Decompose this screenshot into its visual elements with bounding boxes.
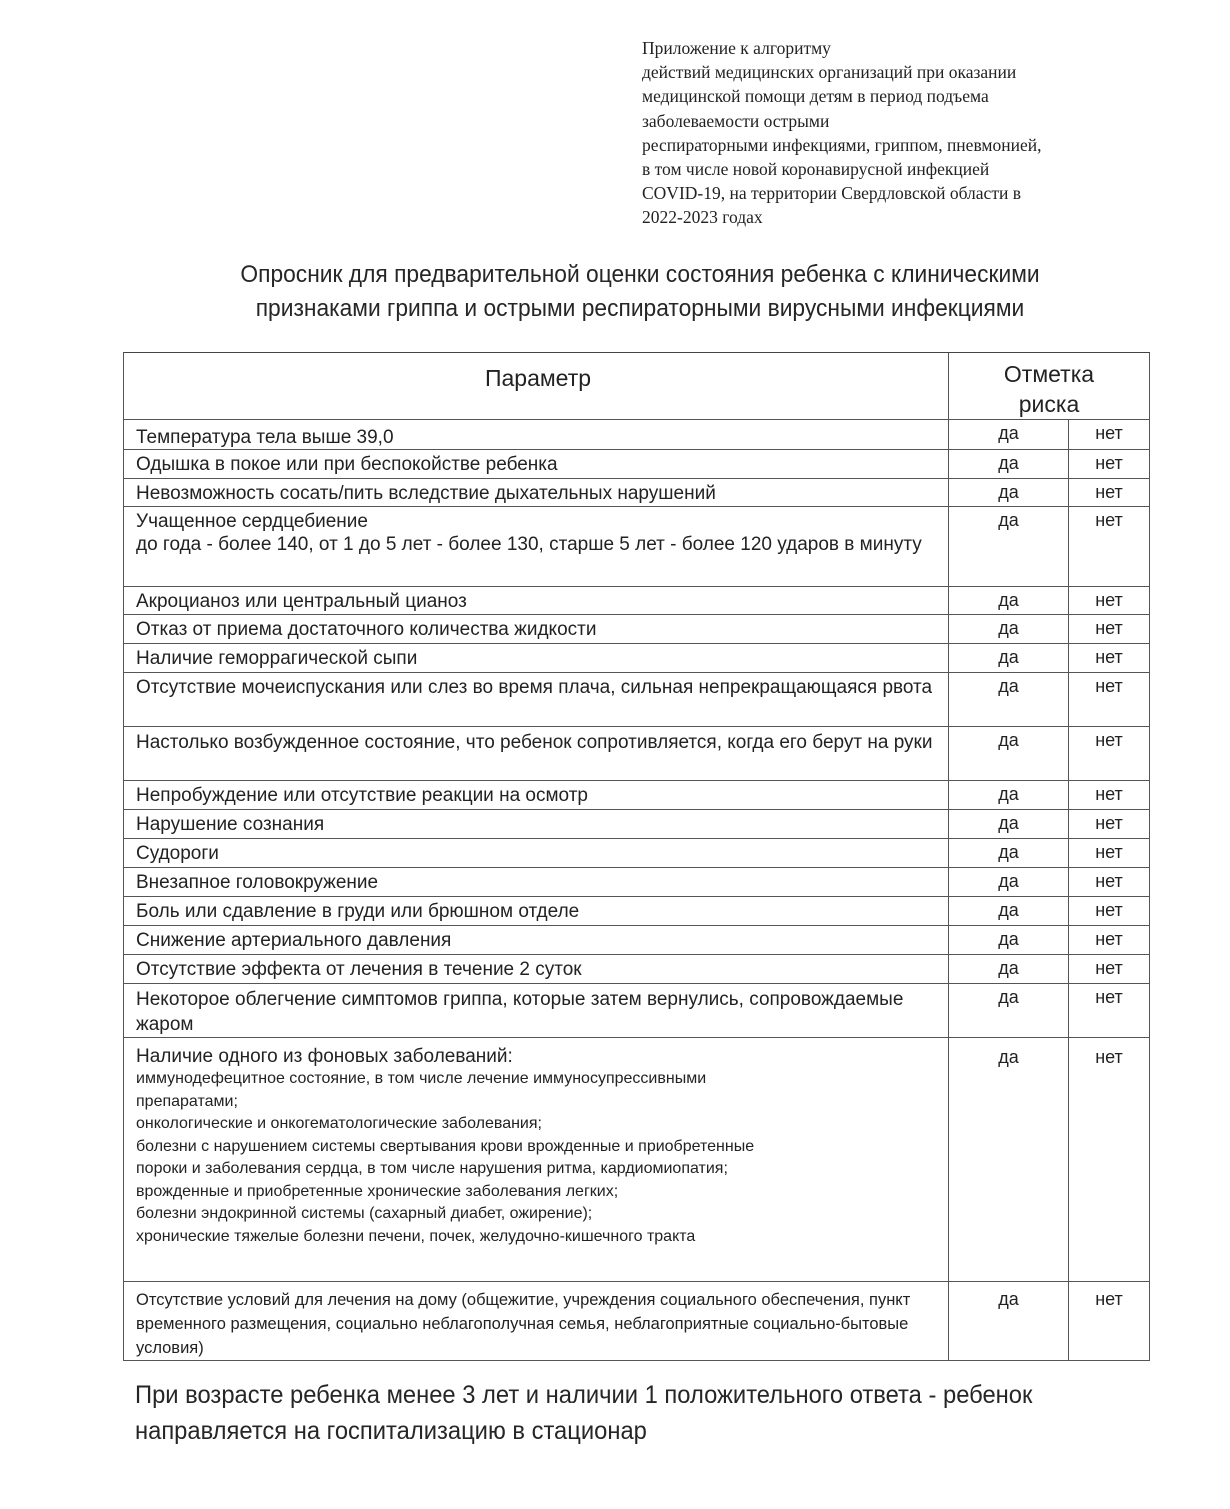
row-parameter: Наличие геморрагической сыпи	[124, 644, 949, 672]
table-row	[124, 643, 1149, 672]
comorbidity-list	[136, 1068, 940, 1248]
answer-yes[interactable]: да	[949, 984, 1069, 1037]
appendix-line: действий медицинских организаций при оказании	[642, 62, 1017, 83]
answer-no[interactable]: нет	[1095, 784, 1123, 804]
appendix-line: респираторными инфекциями, гриппом, пневмонией,	[642, 134, 1042, 155]
table-row	[124, 838, 1149, 867]
answer-yes[interactable]: да	[949, 810, 1069, 838]
table-row	[124, 780, 1149, 809]
answer-no[interactable]: нет	[1095, 871, 1123, 891]
title-line-2: признаками гриппа и острыми респираторными вирусными инфекциями	[255, 295, 1025, 322]
appendix-line: 2022-2023 годах	[642, 207, 763, 228]
row-parameter: Внезапное головокружение	[124, 868, 949, 896]
answer-yes[interactable]: да	[949, 1282, 1069, 1360]
appendix-line: Приложение к алгоритму	[642, 38, 831, 58]
answer-yes[interactable]: да	[949, 644, 1069, 672]
comorbidity-item: болезни с нарушением системы свертывания крови врожденные и приобретенные	[136, 1137, 755, 1155]
comorbidity-item: онкологические и онкогематологические заболевания;	[136, 1115, 542, 1132]
row-parameter	[124, 507, 949, 586]
answer-no[interactable]: нет	[1095, 987, 1123, 1007]
title-line-1: Опросник для предварительной оценки состояния ребенка с клиническими	[240, 261, 1040, 288]
answer-no[interactable]: нет	[1095, 900, 1123, 920]
row-parameter: Судороги	[124, 839, 949, 867]
table-row	[124, 478, 1149, 506]
table-row	[124, 867, 1149, 896]
table-row	[124, 449, 1149, 478]
comorbidity-item: пороки и заболевания сердца, в том числе нарушения ритма, кардиомиопатия;	[136, 1160, 728, 1177]
comorbidity-item: препаратами;	[136, 1092, 238, 1110]
answer-no[interactable]: нет	[1095, 813, 1123, 833]
table-row	[124, 1281, 1149, 1360]
table-row	[124, 506, 1149, 586]
answer-no[interactable]: нет	[1095, 510, 1123, 530]
answer-yes[interactable]: да	[949, 587, 1069, 614]
answer-yes[interactable]: да	[949, 507, 1069, 586]
row-parameter-title: Наличие одного из фоновых заболеваний:	[136, 1046, 513, 1067]
hospitalization-note: При возрасте ребенка менее 3 лет и наличии 1 положительного ответа - ребенок направляется на госпитализацию в стационар	[135, 1381, 1033, 1445]
answer-no[interactable]: нет	[1095, 590, 1123, 610]
row-parameter: Непробуждение или отсутствие реакции на осмотр	[124, 781, 949, 809]
table-row	[124, 1037, 1149, 1281]
answer-yes[interactable]: да	[949, 420, 1069, 449]
table-row	[124, 726, 1149, 780]
row-parameter: Отказ от приема достаточного количества жидкости	[124, 615, 949, 643]
table-row	[124, 809, 1149, 838]
appendix-line: COVID-19, на территории Свердловской области в	[642, 183, 1021, 204]
header-risk-line-2: риска	[1018, 391, 1080, 417]
header-parameter: Параметр	[124, 353, 949, 419]
row-parameter: Настолько возбужденное состояние, что ребенок сопротивляется, когда его берут на руки	[124, 727, 949, 780]
page-title	[156, 258, 1123, 326]
row-parameter: Температура тела выше 39,0	[124, 420, 949, 449]
answer-yes[interactable]: да	[949, 727, 1069, 780]
row-parameter: Отсутствие условий для лечения на дому (общежитие, учреждения социального обеспечения, пункт временного размещения, социально неблагополучная семья, неблагоприятные социально-бытовые условия)	[124, 1282, 949, 1360]
row-parameter: Снижение артериального давления	[124, 926, 949, 954]
table-row	[124, 419, 1149, 449]
answer-no[interactable]: нет	[1095, 929, 1123, 949]
answer-no[interactable]: нет	[1095, 1289, 1123, 1309]
table-row	[124, 586, 1149, 614]
appendix-line: в том числе новой коронавирусной инфекцией	[642, 159, 990, 180]
comorbidity-item: иммунодефецитное состояние, в том числе лечение иммуносупрессивными	[136, 1070, 707, 1087]
answer-yes[interactable]: да	[949, 450, 1069, 478]
comorbidity-item: болезни эндокринной системы (сахарный диабет, ожирение);	[136, 1205, 593, 1222]
answer-no[interactable]: нет	[1095, 647, 1123, 667]
table-row	[124, 896, 1149, 925]
table-row	[124, 983, 1149, 1037]
row-parameter: Отсутствие эффекта от лечения в течение 2 суток	[124, 955, 949, 983]
answer-no[interactable]: нет	[1095, 482, 1123, 502]
answer-no[interactable]: нет	[1095, 676, 1123, 696]
answer-yes[interactable]: да	[949, 868, 1069, 896]
questionnaire-table	[123, 352, 1150, 1361]
comorbidity-item: врожденные и приобретенные хронические заболевания легких;	[136, 1182, 619, 1200]
appendix-header	[642, 36, 1142, 230]
answer-yes[interactable]: да	[949, 1038, 1069, 1281]
answer-no[interactable]: нет	[1095, 423, 1123, 443]
table-row	[124, 954, 1149, 983]
answer-yes[interactable]: да	[949, 479, 1069, 506]
appendix-line: заболеваемости острыми	[642, 110, 830, 131]
row-parameter: Отсутствие мочеиспускания или слез во время плача, сильная непрекращающаяся рвота	[124, 673, 949, 726]
answer-yes[interactable]: да	[949, 897, 1069, 925]
answer-yes[interactable]: да	[949, 615, 1069, 643]
table-header-row	[124, 353, 1149, 419]
header-risk-mark	[949, 353, 1149, 419]
answer-yes[interactable]: да	[949, 839, 1069, 867]
answer-no[interactable]: нет	[1095, 958, 1123, 978]
answer-no[interactable]: нет	[1095, 618, 1123, 638]
answer-no[interactable]: нет	[1095, 730, 1123, 750]
answer-yes[interactable]: да	[949, 673, 1069, 726]
answer-yes[interactable]: да	[949, 781, 1069, 809]
answer-no[interactable]: нет	[1095, 1047, 1123, 1067]
table-row	[124, 925, 1149, 954]
row-parameter: Акроцианоз или центральный цианоз	[124, 587, 949, 614]
appendix-line: медицинской помощи детям в период подъема	[642, 86, 989, 107]
table-row	[124, 614, 1149, 643]
row-parameter: Одышка в покое или при беспокойстве ребенка	[124, 450, 949, 478]
comorbidity-item: хронические тяжелые болезни печени, почек, желудочно-кишечного тракта	[136, 1227, 696, 1245]
row-parameter-title: Учащенное сердцебиение	[136, 511, 368, 532]
header-risk-line-1: Отметка	[1003, 361, 1095, 387]
answer-no[interactable]: нет	[1095, 453, 1123, 473]
table-row	[124, 672, 1149, 726]
row-parameter: Некоторое облегчение симптомов гриппа, которые затем вернулись, сопровождаемые жаром	[124, 984, 949, 1037]
row-parameter-detail: до года - более 140, от 1 до 5 лет - более 130, старше 5 лет - более 120 ударов в минуту	[136, 534, 922, 555]
answer-yes[interactable]: да	[949, 955, 1069, 983]
row-parameter	[124, 1038, 949, 1281]
row-parameter: Нарушение сознания	[124, 810, 949, 838]
answer-yes[interactable]: да	[949, 926, 1069, 954]
row-parameter: Невозможность сосать/пить вследствие дыхательных нарушений	[124, 479, 949, 506]
row-parameter: Боль или сдавление в груди или брюшном отделе	[124, 897, 949, 925]
answer-no[interactable]: нет	[1095, 842, 1123, 862]
